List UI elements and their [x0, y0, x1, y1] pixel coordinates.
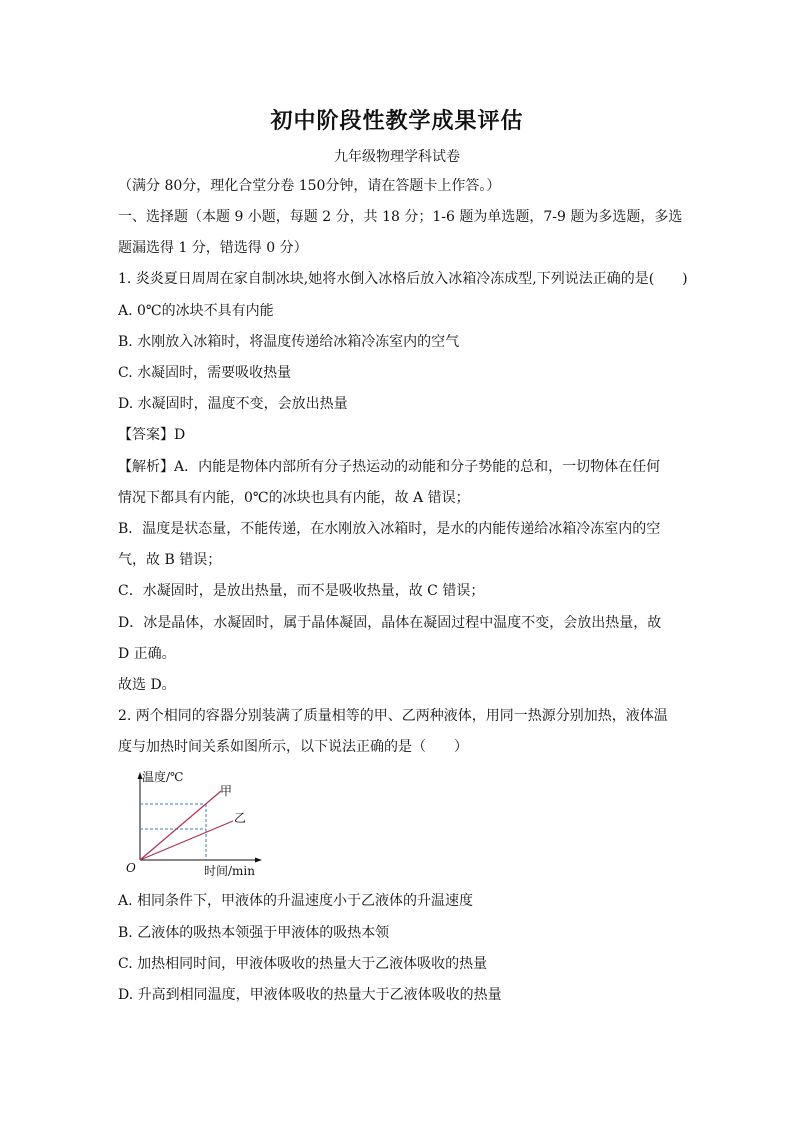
series-jia-label: 甲 [220, 784, 233, 798]
page-title: 初中阶段性教学成果评估 [270, 108, 524, 134]
question-2-option-b: B. 乙液体的吸热本领强于甲液体的吸热本领 [118, 925, 390, 941]
exam-instructions: （满分 80分，理化合堂分卷 150分钟，请在答题卡上作答。） [118, 178, 501, 194]
question-1-answer: 【答案】D [118, 427, 186, 443]
question-2-option-d: D. 升高到相同温度，甲液体吸收的热量大于乙液体吸收的热量 [118, 987, 502, 1003]
question-1-analysis: 【解析】A．内能是物体内部所有分子热运动的动能和分子势能的总和，一切物体在任何 [118, 459, 661, 475]
question-1-stem: 1. 炎炎夏日周周在家自制冰块,她将水倒入冰格后放入冰箱冷冻成型,下列说法正确的是( ) [118, 271, 688, 287]
origin-label: O [126, 861, 136, 875]
page-subtitle: 九年级物理学科试卷 [334, 149, 460, 165]
question-2-stem: 2. 两个相同的容器分别装满了质量相等的甲、乙两种液体，用同一热源分别加热，液体温 [118, 708, 668, 724]
question-1-option-c: C. 水凝固时，需要吸收热量 [118, 365, 292, 381]
section-heading: 一、选择题（本题 9 小题，每题 2 分，共 18 分；1-6 题为单选题，7-9 题为多选题，多选 [118, 209, 683, 225]
question-2-option-a: A. 相同条件下，甲液体的升温速度小于乙液体的升温速度 [118, 893, 474, 909]
series-yi-label: 乙 [234, 811, 247, 825]
question-2-stem-cont: 度与加热时间关系如图所示，以下说法正确的是（ ） [118, 739, 468, 755]
series-jia-line [140, 791, 221, 860]
question-1-analysis-b-cont: 气，故 B 错误； [118, 552, 222, 568]
x-axis-arrow-icon [255, 858, 262, 863]
temperature-time-graph [108, 768, 268, 880]
question-2-option-c: C. 加热相同时间，甲液体吸收的热量大于乙液体吸收的热量 [118, 956, 488, 972]
question-1-analysis-d-cont: D 正确。 [118, 646, 176, 662]
y-axis-label: 温度/℃ [142, 770, 184, 784]
question-1-analysis-b: B．温度是状态量，不能传递，在水刚放入冰箱时，是水的内能传递给冰箱冷冻室内的空 [118, 521, 661, 537]
question-1-analysis-cont: 情况下都具有内能，0℃的冰块也具有内能，故 A 错误； [118, 490, 470, 506]
question-1-option-a: A. 0℃的冰块不具有内能 [118, 303, 274, 319]
x-axis-label: 时间/min [204, 864, 255, 878]
section-heading-cont: 题漏选得 1 分，错选得 0 分） [118, 240, 308, 256]
series-yi-line [140, 821, 233, 860]
question-1-option-b: B. 水刚放入冰箱时，将温度传递给冰箱冷冻室内的空气 [118, 334, 460, 350]
question-1-analysis-d: D．冰是晶体，水凝固时，属于晶体凝固，晶体在凝固过程中温度不变，会放出热量，故 [118, 615, 662, 631]
question-1-conclusion: 故选 D。 [118, 677, 176, 693]
question-1-analysis-c: C．水凝固时，是放出热量，而不是吸收热量，故 C 错误； [118, 583, 485, 599]
question-1-option-d: D. 水凝固时，温度不变，会放出热量 [118, 396, 348, 412]
